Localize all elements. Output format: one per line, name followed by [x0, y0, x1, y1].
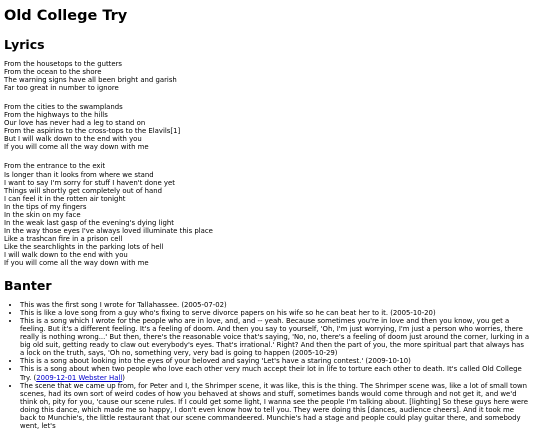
lyric-line: In the tips of my fingers	[4, 202, 87, 211]
lyric-line-with-footnote: From the aspirins to the cross-tops to the Elavils[1]	[4, 127, 181, 136]
page-title: Old College Try	[4, 8, 128, 24]
lyric-line: Things will shortly get completely out of hand	[4, 186, 162, 195]
lyric-line: I will walk down to the end with you	[4, 250, 128, 259]
lyric-line: If you will come all the way down with me	[4, 259, 149, 268]
banter-list	[4, 301, 530, 430]
lyric-line: From the housetops to the gutters	[4, 60, 123, 68]
lyric-line: Far too great in number to ignore	[4, 84, 119, 93]
lyric-line: In the weak last gasp of the evening's dying light	[4, 218, 174, 227]
banter-item	[20, 301, 530, 309]
lyrics-heading: Lyrics	[4, 37, 45, 52]
lyric-line: But I will walk down to the end with you	[4, 135, 142, 144]
banter-item	[20, 357, 530, 365]
lyric-line: Is longer than it looks from where we stand	[4, 170, 154, 179]
lyrics-stanza-1	[4, 60, 540, 92]
banter-text: The scene that we came up from, for Peter and I, the Shrimper scene, it was like, this is the thing. The Shrimper scene was, like a lot of small town scenes, had its own sort of weird codes of how you behaved at shows and stuff, sometimes bands would come through and not get it, and we'd think oh, pity for you, 'cause our scene rules. If I could get some light, I wanna see the people I'm talking about. [lighting] So these guys here were doing this dance, which made me so happy, I don't even know how to tell you. They were doing this [dances, audience cheers]. And it took me back to Munchie's, the little restaurant that our scene commandeered. Munchie's had a stage and people could play guitar there, and somebody went, let's	[20, 381, 528, 430]
lyric-line: From the ocean to the shore	[4, 68, 102, 77]
lyric-line: I can feel it in the rotten air tonight	[4, 194, 126, 203]
banter-item	[20, 317, 530, 357]
banter-text: This is a song about looking into the eyes of your beloved and saying 'Let's have a staring contest.' (2009-10-10)	[20, 357, 411, 366]
lyric-line: Like the searchlights in the parking lots of hell	[4, 242, 164, 251]
banter-text: This was the first song I wrote for Tallahassee. (2005-07-02)	[20, 301, 227, 310]
lyric-line: From the cities to the swamplands	[4, 103, 123, 112]
banter-text: This is a song which I wrote for the people who are in love, and, and -- yeah. Because sometimes you're in love and then you know, you get a feeling. But it's a different feeling. It's a feeling of doom. And then you say to yourself, 'Oh, I'm just worrying, I'm just a person who worries, there really is nothing wrong...' But then, there's the reasonable voice that's saying, 'No, no, there's a feeling of doom just around the corner, lurking in a big old suit, getting ready to claw out everybody's eyes. That's irrational.' Right? And then the part of you, the more spiritual part that always has a lock on the truth, says, 'Oh no, something very, very bad is going to happen (2005-10-29)	[20, 317, 530, 358]
banter-item	[20, 309, 530, 317]
banter-text: This is like a love song from a guy who's fixing to serve divorce papers on his wife so he can beat her to it. (2005-10-20)	[20, 309, 436, 318]
lyric-line: Like a trashcan fire in a prison cell	[4, 234, 123, 243]
lyric-line: The warning signs have all been bright and garish	[4, 76, 177, 85]
lyric-line: I want to say I'm sorry for stuff I haven't done yet	[4, 178, 175, 187]
banter-item: • This is a song about when two people who love each other very much accept their lot in life to torture each other to death. It's called Old College Try. (2009-12-01 Webster Hall)	[20, 365, 530, 381]
lyric-line: Our love has never had a leg to stand on	[4, 119, 146, 128]
lyrics-stanza-2	[4, 103, 540, 151]
lyric-line: From the entrance to the exit	[4, 162, 106, 171]
banter-item	[20, 382, 530, 430]
banter-heading: Banter	[4, 278, 52, 294]
lyric-line: In the skin on my face	[4, 210, 81, 219]
lyric-line: In the way those eyes I've always loved illuminate this place	[4, 226, 213, 235]
lyric-line: If you will come all the way down with me	[4, 143, 149, 152]
lyrics-stanza-3	[4, 162, 540, 267]
lyric-line: From the highways to the hills	[4, 111, 108, 120]
banter-text: This is a song about when two people who love each other very much accept their lot in life to torture each other to death. It's called Old College Try.	[20, 365, 522, 382]
concert-date-link[interactable]: 2009-12-01 Webster Hall	[36, 373, 123, 382]
